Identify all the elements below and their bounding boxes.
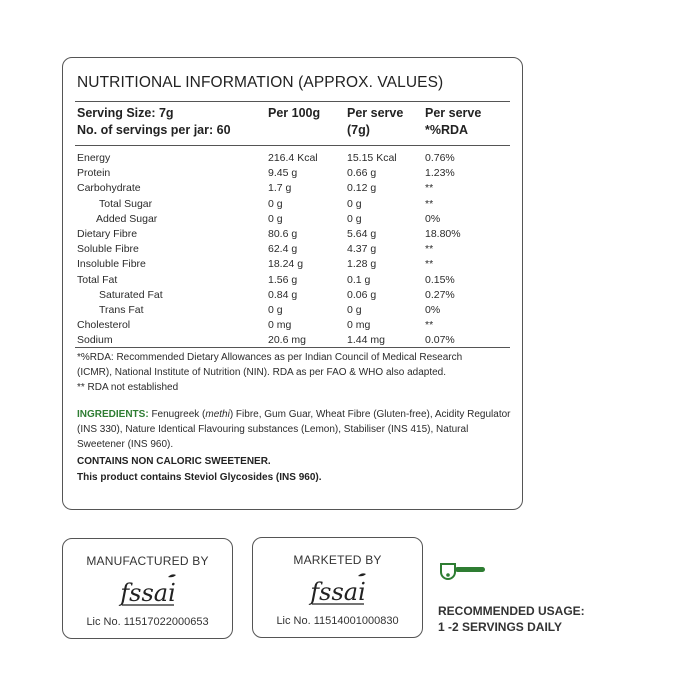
- ingredients-text-a: Fenugreek (: [148, 409, 206, 420]
- marketed-by-box: [252, 537, 423, 638]
- nutrient-name: Insoluble Fibre: [77, 258, 146, 271]
- value-per100g: 9.45 g: [268, 167, 298, 180]
- value-per-serve: 5.64 g: [347, 228, 377, 240]
- table-row: [77, 166, 510, 181]
- value-rda: **: [425, 197, 434, 210]
- value-rda: 0.76%: [425, 152, 455, 164]
- value-rda: **: [425, 258, 434, 271]
- manufacturer-license: Lic No. 11517022000653: [86, 616, 209, 628]
- ingredients-text-b: ) Fibre, Gum Guar, Wheat Fibre (Gluten-free), Acidity Regulator (INS 330), Nature Identical Flavouring substances (Lemon), Stabiliser (INS 415), Natural Sweetener (INS 960).: [77, 409, 511, 450]
- value-per-serve: 1.44 mg: [347, 334, 385, 347]
- value-rda: **: [425, 243, 434, 256]
- nutrient-name: Energy: [77, 152, 111, 164]
- scoop-icon: [438, 556, 488, 584]
- col-header-rda: Per serve: [425, 106, 482, 120]
- value-per100g: 0 mg: [268, 319, 292, 332]
- rda-not-established: ** RDA not established: [77, 382, 179, 393]
- nutrient-name: Sodium: [77, 334, 113, 347]
- value-rda: 0%: [425, 212, 441, 225]
- rda-note-line2: (ICMR), National Institute of Nutrition (NIN). RDA as per FAO & WHO also adapted.: [77, 367, 447, 378]
- value-rda: **: [425, 319, 434, 332]
- value-per100g: 216.4 Kcal: [268, 152, 318, 164]
- value-rda: 18.80%: [425, 228, 461, 240]
- value-per100g: 1.56 g: [268, 273, 298, 286]
- value-rda: 1.23%: [425, 167, 455, 180]
- ingredients: [77, 407, 513, 452]
- col-header-perserve: Per serve: [347, 106, 404, 120]
- nutrient-name: Cholesterol: [77, 319, 131, 332]
- nutrient-name: Carbohydrate: [77, 182, 141, 195]
- steviol-notice: This product contains Steviol Glycosides (INS 960).: [77, 472, 322, 483]
- col-header-per100: Per 100g: [268, 106, 321, 120]
- manufactured-by-heading: MANUFACTURED BY: [86, 554, 209, 568]
- divider: [75, 145, 510, 146]
- value-per-serve: 15.15 Kcal: [347, 152, 397, 164]
- value-rda: 0.27%: [425, 288, 455, 301]
- col-header-perserve-sub: (7g): [347, 123, 370, 137]
- table-row: [77, 212, 510, 227]
- nutrient-name: Saturated Fat: [99, 288, 163, 301]
- value-per100g: 0 g: [268, 197, 283, 210]
- value-per100g: 20.6 mg: [268, 334, 306, 347]
- value-per-serve: 0 g: [347, 197, 362, 210]
- servings-per-jar: No. of servings per jar: 60: [77, 123, 231, 137]
- value-per-serve: 0 mg: [347, 319, 371, 332]
- sweetener-notice: CONTAINS NON CALORIC SWEETENER.: [77, 456, 271, 467]
- fssai-logo-text: fssai: [119, 579, 176, 607]
- nutrient-name: Total Fat: [77, 273, 118, 286]
- divider: [75, 101, 510, 102]
- table-row: [77, 257, 510, 272]
- recommended-usage: [438, 603, 585, 635]
- value-rda: 0%: [425, 304, 441, 316]
- usage-line1: RECOMMENDED USAGE:: [438, 604, 585, 618]
- ingredients-text-italic: methi: [205, 409, 230, 420]
- value-per100g: 0 g: [268, 304, 283, 316]
- nutrient-name: Soluble Fibre: [77, 243, 139, 256]
- value-per-serve: 0.06 g: [347, 288, 377, 301]
- value-per100g: 1.7 g: [268, 182, 292, 195]
- table-row: [77, 151, 510, 166]
- rda-note-line1: *%RDA: Recommended Dietary Allowances as per Indian Council of Medical Research: [77, 352, 463, 363]
- nutrition-panel: [62, 57, 523, 510]
- nutrient-name: Trans Fat: [99, 304, 144, 316]
- divider: [75, 347, 510, 348]
- value-per-serve: 0.66 g: [347, 167, 377, 180]
- ingredients-label: INGREDIENTS:: [77, 409, 149, 420]
- usage-line2: 1 -2 SERVINGS DAILY: [438, 620, 563, 634]
- table-row: [77, 181, 510, 196]
- value-per100g: 0 g: [268, 212, 283, 225]
- value-per-serve: 1.28 g: [347, 258, 377, 271]
- table-row: [77, 273, 510, 288]
- nutrient-name: Added Sugar: [96, 212, 158, 225]
- table-row: [77, 227, 510, 242]
- value-rda: **: [425, 182, 434, 195]
- fssai-logo: [108, 571, 188, 611]
- nutrient-name: Dietary Fibre: [77, 228, 138, 240]
- marketer-license: Lic No. 11514001000830: [276, 615, 399, 627]
- value-rda: 0.15%: [425, 273, 455, 286]
- value-per-serve: 0 g: [347, 212, 362, 225]
- panel-title: NUTRITIONAL INFORMATION (APPROX. VALUES): [77, 74, 444, 91]
- table-row: [77, 303, 510, 318]
- table-row: [77, 318, 510, 333]
- fssai-logo-text: fssai: [309, 578, 366, 606]
- value-per100g: 80.6 g: [268, 228, 298, 240]
- value-per-serve: 0 g: [347, 304, 362, 316]
- nutrient-name: Total Sugar: [99, 197, 153, 210]
- value-per100g: 18.24 g: [268, 258, 304, 271]
- nutrient-name: Protein: [77, 167, 111, 180]
- value-per-serve: 4.37 g: [347, 243, 377, 256]
- value-per-serve: 0.1 g: [347, 273, 371, 286]
- table-row: [77, 242, 510, 257]
- manufactured-by-box: [62, 538, 233, 639]
- serving-size: Serving Size: 7g: [77, 106, 174, 120]
- table-row: [77, 197, 510, 212]
- col-header-rda-sub: *%RDA: [425, 123, 469, 137]
- value-rda: 0.07%: [425, 334, 455, 347]
- value-per-serve: 0.12 g: [347, 182, 377, 195]
- marketed-by-heading: MARKETED BY: [293, 553, 382, 567]
- fssai-logo: [298, 570, 378, 610]
- value-per100g: 0.84 g: [268, 288, 298, 301]
- table-row: [77, 288, 510, 303]
- value-per100g: 62.4 g: [268, 243, 298, 256]
